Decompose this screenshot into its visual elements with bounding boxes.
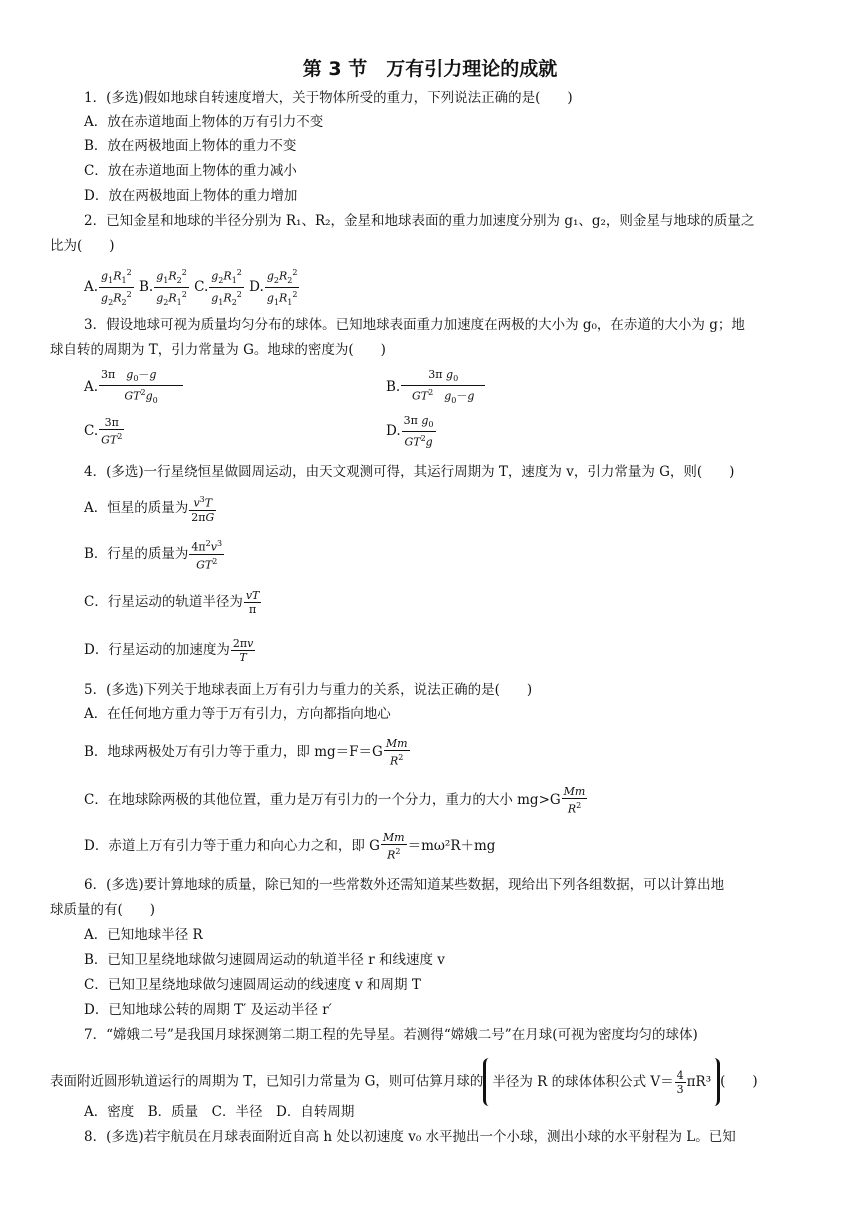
q7-answer-paren: ( ) — [720, 1073, 758, 1090]
q7-stem-line1: 7．“嫦娥二号”是我国月球探测第二期工程的先导星。若测得“嫦娥二号”在月球(可视为密度均匀的球体) — [84, 1027, 698, 1043]
q7-volume-formula-tail: πR³ — [686, 1074, 712, 1090]
q3-option-b-label: B. — [386, 379, 401, 396]
q2-option-a-formula: $\frac{g_1R_1^2}{g_2R_2^2}$ — [101, 268, 132, 307]
q7-options: A．密度 B．质量 C．半径 D．自转周期 — [84, 1104, 355, 1120]
q7-volume-formula-text: 半径为 R 的球体体积公式 V＝ — [492, 1074, 674, 1090]
q3-option-a-label: A. — [84, 379, 99, 396]
q5-option-c: C．在地球除两极的其他位置，重力是万有引力的一个分力，重力的大小 mg>G $\frac{Mm}{R^2}$ — [84, 785, 586, 816]
q2-option-b-label: B. — [138, 278, 154, 295]
q5-option-d-tail: ＝mω²R＋mg — [407, 838, 496, 854]
q1-option-b: B．放在两极地面上物体的重力不变 — [84, 138, 297, 154]
q2-stem-line1: 2．已知金星和地球的半径分别为 R₁、R₂，金星和地球表面的重力加速度分别为 g₁、g₂，则金星与地球的质量之 — [84, 213, 755, 229]
q2-option-d-label: D. — [249, 278, 264, 295]
q2-option-c-label: C. — [194, 278, 209, 295]
q5-option-d: D．赤道上万有引力等于重力和向心力之和，即 G $\frac{Mm}{R^2}$ ＝mω²R＋mg — [84, 831, 496, 862]
q2-option-a-label: A. — [84, 278, 99, 295]
q2-option-d-formula: $\frac{g_2R_2^2}{g_1R_1^2}$ — [266, 268, 298, 307]
q6-stem-line2: 球质量的有( ) — [50, 902, 156, 918]
q5-option-c-text: C．在地球除两极的其他位置，重力是万有引力的一个分力，重力的大小 mg>G — [84, 792, 561, 808]
q4-option-c-text: C．行星运动的轨道半径为 — [84, 594, 243, 610]
q2-option-b-formula: $\frac{g_1R_2^2}{g_2R_1^2}$ — [156, 268, 187, 307]
q7-volume-formula: 半径为 R 的球体体积公式 V＝ $\frac{4}{3}$ πR³ — [483, 1058, 720, 1106]
q3-stem-line1: 3．假设地球可视为质量均匀分布的球体。已知地球表面重力加速度在两极的大小为 g₀，在赤道的大小为 g；地 — [84, 317, 745, 333]
q4-stem: 4．(多选)一行星绕恒星做圆周运动，由天文观测可得，其运行周期为 T，速度为 v，引力常量为 G，则( ) — [84, 464, 735, 480]
q4-option-a: A．恒星的质量为 $\frac{v^3T}{2\pi G}$ — [84, 495, 215, 524]
q2-options — [84, 266, 300, 309]
q3-option-c-label: C. — [84, 423, 99, 439]
q3-option-d-label: D. — [386, 423, 401, 439]
q3-option-c: C. $\frac{3\pi}{GT^2}$ — [84, 416, 123, 447]
q5-option-b-text: B．地球两极处万有引力等于重力，即 mg＝F＝G — [84, 744, 383, 760]
q4-option-b: B．行星的质量为 $\frac{4\pi^2v^3}{GT^2}$ — [84, 539, 223, 572]
q6-stem-line1: 6．(多选)要计算地球的质量，除已知的一些常数外还需知道某些数据，现给出下列各组数据，可以计算出地 — [84, 877, 725, 893]
q7-stem-line2-text: 表面附近圆形轨道运行的周期为 T，已知引力常量为 G，则可估算月球的 — [50, 1073, 484, 1090]
q1-stem: 1．(多选)假如地球自转速度增大，关于物体所受的重力，下列说法正确的是( ) — [84, 90, 573, 106]
q6-option-c: C．已知卫星绕地球做匀速圆周运动的线速度 v 和周期 T — [84, 977, 421, 993]
q5-option-b: B．地球两极处万有引力等于重力，即 mg＝F＝G $\frac{Mm}{R^2}$ — [84, 737, 408, 768]
q5-option-a: A．在任何地方重力等于万有引力，方向都指向地心 — [84, 706, 391, 722]
q3-option-d: D. $\frac{3\pi g_0}{GT^2g}$ — [386, 414, 434, 449]
q4-option-b-text: B．行星的质量为 — [84, 546, 189, 562]
q3-option-b: B. $\frac{3\pi g_0}{GT^2 g_0-g}$ — [386, 368, 486, 407]
q6-option-b: B．已知卫星绕地球做匀速圆周运动的轨道半径 r 和线速度 v — [84, 952, 445, 968]
q3-option-a: A. $\frac{3\pi g_0-g}{GT^2g_0}$ — [84, 368, 184, 407]
q4-option-c: C．行星运动的轨道半径为 $\frac{vT}{\pi}$ — [84, 589, 260, 616]
q1-option-a: A．放在赤道地面上物体的万有引力不变 — [84, 114, 324, 130]
q4-option-d-text: D．行星运动的加速度为 — [84, 642, 230, 658]
q6-option-a: A．已知地球半径 R — [84, 927, 203, 943]
q8-stem: 8．(多选)若宇航员在月球表面附近自高 h 处以初速度 v₀ 水平抛出一个小球，测出小球的水平射程为 L。已知 — [84, 1129, 736, 1145]
q6-option-d: D．已知地球公转的周期 T′ 及运动半径 r′ — [84, 1002, 332, 1018]
q3-stem-line2: 球自转的周期为 T，引力常量为 G。地球的密度为( ) — [50, 342, 386, 358]
q5-stem: 5．(多选)下列关于地球表面上万有引力与重力的关系，说法正确的是( ) — [84, 682, 533, 698]
q1-option-c: C．放在赤道地面上物体的重力减小 — [84, 163, 297, 179]
q2-option-c-formula: $\frac{g_2R_1^2}{g_1R_2^2}$ — [211, 268, 242, 307]
page-title: 第 3 节 万有引力理论的成就 — [302, 58, 558, 80]
q1-option-d: D．放在两极地面上物体的重力增加 — [84, 188, 298, 204]
q2-stem-line2: 比为( ) — [50, 238, 115, 254]
q4-option-a-text: A．恒星的质量为 — [84, 500, 189, 516]
q5-option-d-text: D．赤道上万有引力等于重力和向心力之和，即 G — [84, 838, 380, 854]
q7-stem-line2 — [50, 1058, 758, 1106]
q4-option-d: D．行星运动的加速度为 $\frac{2\pi v}{T}$ — [84, 637, 254, 664]
